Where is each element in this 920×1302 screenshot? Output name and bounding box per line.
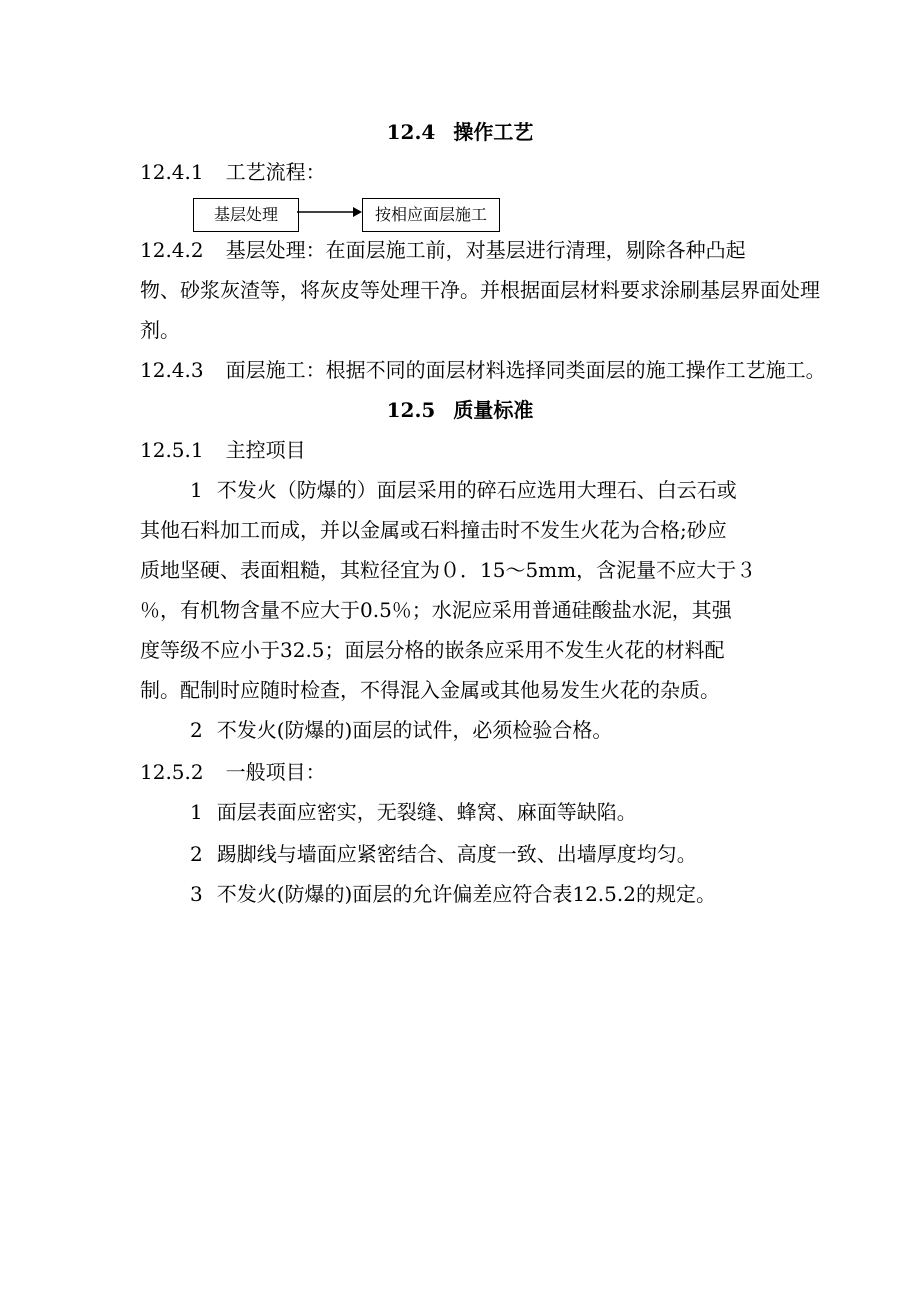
item-12-5-1 bbox=[140, 436, 790, 464]
section-title: 操作工艺 bbox=[453, 120, 534, 144]
flow-step-label: 基层处理 bbox=[213, 205, 278, 224]
section-heading-12-5 bbox=[0, 396, 920, 424]
general-item-2 bbox=[190, 840, 840, 868]
section-heading-12-4 bbox=[0, 118, 920, 146]
sub-item-text-line: 度等级不应小于32.5；面层分格的嵌条应采用不发生火花的材料配 bbox=[140, 638, 725, 662]
item-text-line: 物、砂浆灰渣等，将灰皮等处理干净。并根据面层材料要求涂刷基层界面处理 bbox=[140, 278, 820, 302]
general-item-1 bbox=[190, 798, 840, 826]
item-12-4-1 bbox=[140, 158, 790, 186]
sub-item-text-line: 其他石料加工而成，并以金属或石料撞击时不发生火花为合格;砂应 bbox=[140, 518, 727, 542]
sub-item-2 bbox=[190, 716, 840, 744]
section-number: 12.4 bbox=[386, 120, 436, 144]
item-number: 12.4.3 bbox=[140, 358, 204, 382]
item-number: 12.4.2 bbox=[140, 238, 204, 262]
item-text: 面层施工：根据不同的面层材料选择同类面层的施工操作工艺施工。 bbox=[225, 358, 826, 382]
item-text: 一般项目： bbox=[225, 760, 326, 784]
flow-step-base-treatment bbox=[193, 198, 299, 232]
flow-arrow-icon bbox=[297, 204, 363, 220]
general-item-number: 3 bbox=[190, 882, 203, 906]
sub-item-text-line: 质地坚硬、表面粗糙，其粒径宜为０．15～5mm，含泥量不应大于３ bbox=[140, 558, 757, 582]
item-text: 主控项目 bbox=[225, 438, 306, 462]
general-item-3 bbox=[190, 880, 840, 908]
item-number: 12.4.1 bbox=[140, 160, 204, 184]
sub-item-text-line: 不发火（防爆的）面层采用的碎石应选用大理石、白云石或 bbox=[216, 478, 737, 502]
sub-item-number: 2 bbox=[190, 718, 203, 742]
section-number: 12.5 bbox=[386, 398, 436, 422]
item-number: 12.5.2 bbox=[140, 760, 204, 784]
item-12-5-2 bbox=[140, 758, 790, 786]
item-12-4-2 bbox=[140, 236, 790, 264]
sub-item-text-line: 制。配制时应随时检查，不得混入金属或其他易发生火花的杂质。 bbox=[140, 678, 720, 702]
general-item-number: 1 bbox=[190, 800, 203, 824]
item-12-4-3 bbox=[140, 356, 826, 384]
item-text-line: 基层处理：在面层施工前，对基层进行清理，剔除各种凸起 bbox=[225, 238, 746, 262]
general-item-text: 踢脚线与墙面应紧密结合、高度一致、出墙厚度均匀。 bbox=[216, 842, 697, 866]
sub-item-number: 1 bbox=[190, 478, 203, 502]
item-number: 12.5.1 bbox=[140, 438, 204, 462]
section-title: 质量标准 bbox=[453, 398, 534, 422]
sub-item-text: 不发火(防爆的)面层的试件，必须检验合格。 bbox=[216, 718, 613, 742]
flow-step-label: 按相应面层施工 bbox=[374, 205, 487, 224]
general-item-number: 2 bbox=[190, 842, 203, 866]
flow-step-surface-construction bbox=[362, 198, 500, 232]
sub-item-1 bbox=[190, 476, 840, 504]
item-text-line: 剂。 bbox=[140, 318, 180, 342]
item-text: 工艺流程： bbox=[225, 160, 326, 184]
sub-item-text-line: ％，有机物含量不应大于0.5％；水泥应采用普通硅酸盐水泥，其强 bbox=[140, 598, 732, 622]
general-item-text: 面层表面应密实，无裂缝、蜂窝、麻面等缺陷。 bbox=[216, 800, 637, 824]
general-item-text: 不发火(防爆的)面层的允许偏差应符合表12.5.2的规定。 bbox=[216, 882, 716, 906]
